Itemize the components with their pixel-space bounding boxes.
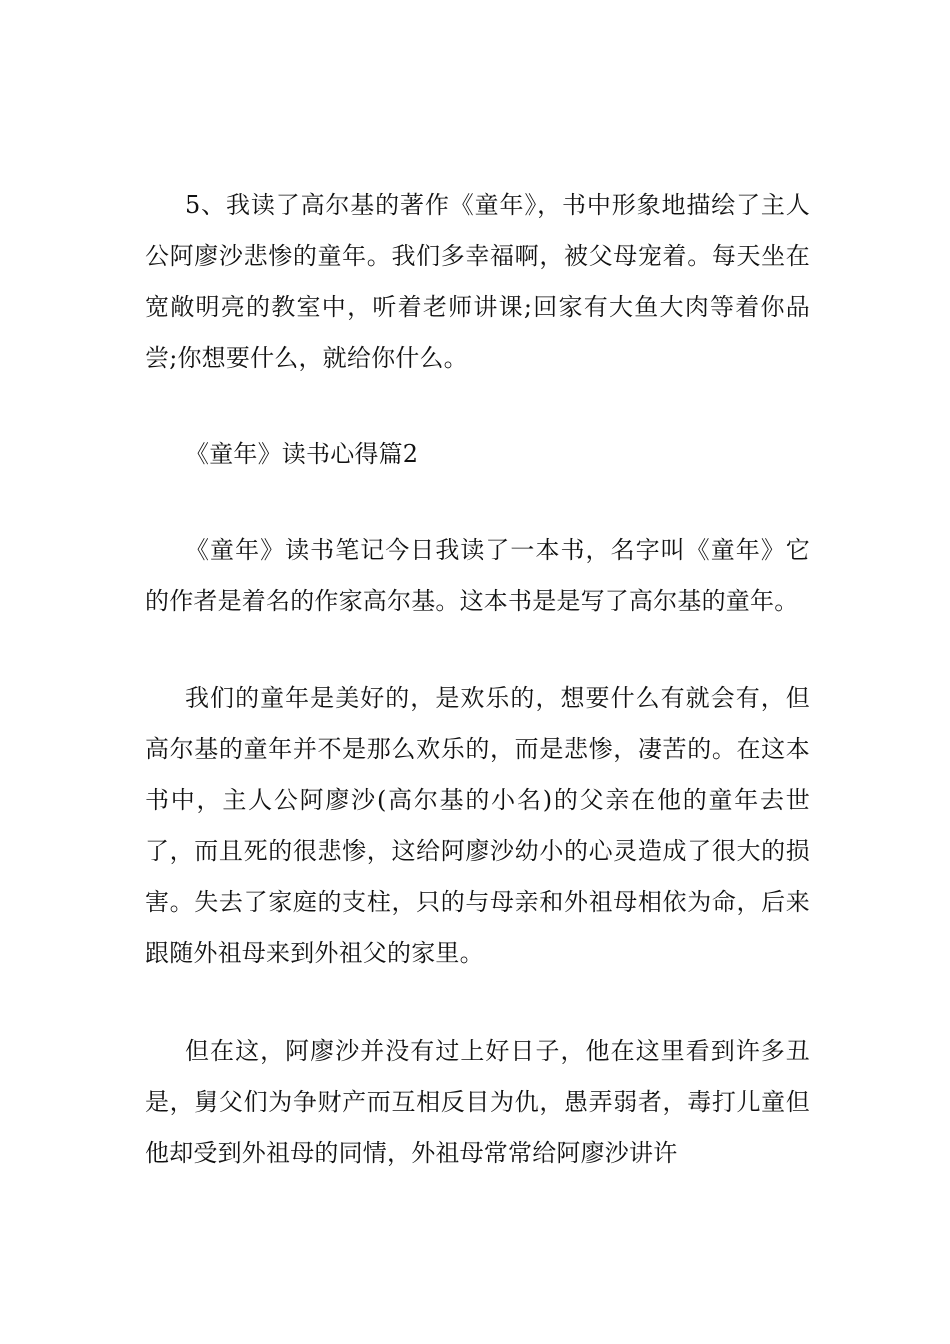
paragraph-grandmother: 但在这，阿廖沙并没有过上好日子，他在这里看到许多丑是，舅父们为争财产而互相反目为仇，愚弄弱者，毒打儿童但他却受到外祖母的同情，外祖母常常给阿廖沙讲许 — [145, 1037, 810, 1167]
document-body — [145, 180, 810, 1179]
paragraph-childhood: 我们的童年是美好的，是欢乐的，想要什么有就会有，但高尔基的童年并不是那么欢乐的，而是悲惨，凄苦的。在这本书中，主人公阿廖沙(高尔基的小名)的父亲在他的童年去世了，而且死的很悲惨，这给阿廖沙幼小的心灵造成了很大的损害。失去了家庭的支柱，只的与母亲和外祖母相依为命，后来跟随外祖母来到外祖父的家里。 — [145, 684, 810, 967]
section-heading: 《童年》读书心得篇2 — [185, 440, 419, 468]
paragraph-book-note: 《童年》读书笔记今日我读了一本书，名字叫《童年》它的作者是着名的作家高尔基。这本书是是写了高尔基的童年。 — [145, 536, 810, 615]
paragraph-intro: 5、我读了高尔基的著作《童年》，书中形象地描绘了主人公阿廖沙悲惨的童年。我们多幸福啊，被父母宠着。每天坐在宽敞明亮的教室中，听着老师讲课;回家有大鱼大肉等着你品尝;你想要什么，就给你什么。 — [145, 191, 810, 372]
